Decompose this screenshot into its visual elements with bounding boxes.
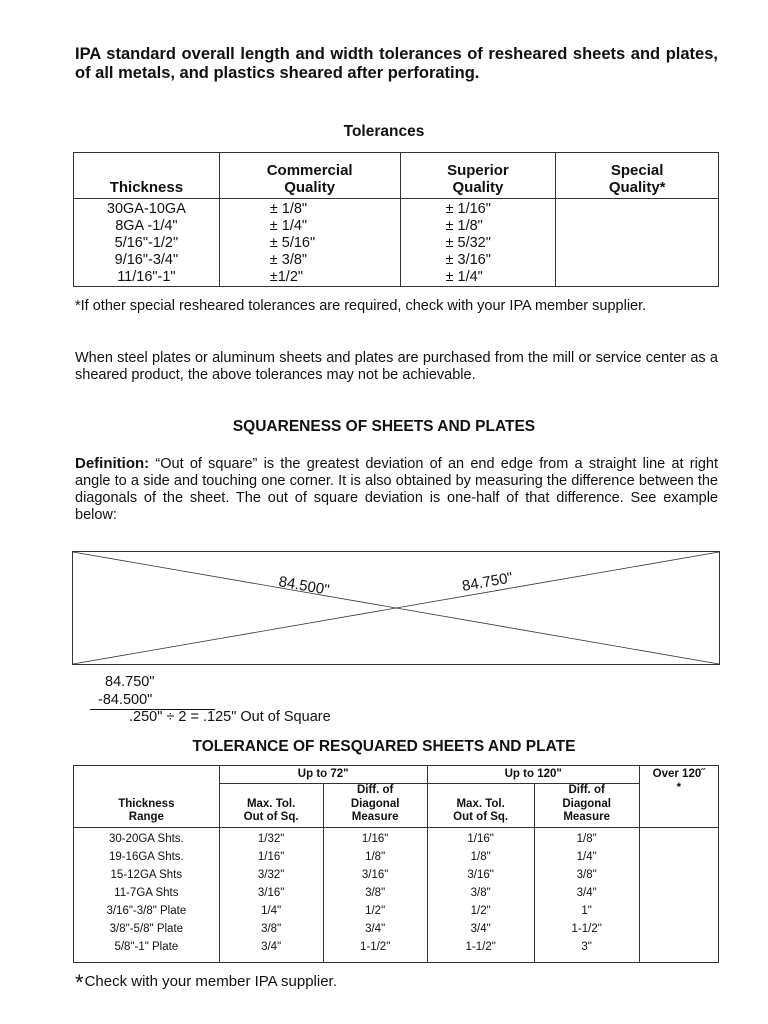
max-tol-120-cell: 1-1/2" xyxy=(427,938,534,963)
table-row xyxy=(74,902,719,920)
header-up-to-120: Up to 120" xyxy=(427,766,639,784)
thickness-range-cell: 15-12GA Shts xyxy=(74,866,220,884)
max-tol-120-cell: 3/16" xyxy=(427,866,534,884)
thickness-column xyxy=(74,199,220,287)
max-tol-72-cell: 3/16" xyxy=(219,884,323,902)
sheet-diagonal-diagram xyxy=(72,551,720,665)
tolerances-title: Tolerances xyxy=(343,123,425,140)
table-row xyxy=(74,938,719,963)
tolerances-table xyxy=(73,152,719,287)
special-tolerance-note: *If other special resheared tolerances are required, check with your IPA member supplier. xyxy=(75,298,647,314)
footnote-asterisk: * xyxy=(75,970,84,995)
thickness-range-cell: 11-7GA Shts xyxy=(74,884,220,902)
max-tol-72-cell: 1/4" xyxy=(219,902,323,920)
over-120-cell xyxy=(639,938,718,963)
header-special-quality: Special Quality* xyxy=(556,153,719,199)
header-up-to-72: Up to 72" xyxy=(219,766,427,784)
table-row xyxy=(74,866,719,884)
diff-diag-120-cell: 1" xyxy=(534,902,639,920)
header-commercial-quality: Commercial Quality xyxy=(219,153,400,199)
thickness-range-cell: 5/8"-1" Plate xyxy=(74,938,220,963)
definition-text: “Out of square” is the greatest deviation of an end edge from a straight line at right angle to a side and touching one corner. It is also obtained by measuring the difference between the diagonals of the sheet. The out of square deviation is one-half of that difference. See example below: xyxy=(75,456,718,523)
max-tol-120-cell: 1/2" xyxy=(427,902,534,920)
intro-paragraph: IPA standard overall length and width tolerances of resheared sheets and plates, of all metals, and plastics sheared after perforating. xyxy=(75,45,718,82)
thickness-range-cell: 30-20GA Shts. xyxy=(74,827,220,848)
header-thickness: Thickness xyxy=(74,153,220,199)
max-tol-72-cell: 3/4" xyxy=(219,938,323,963)
max-tol-72-cell: 3/32" xyxy=(219,866,323,884)
definition-label: Definition: xyxy=(75,455,150,472)
table-cell: ± 1/8" xyxy=(445,218,483,234)
commercial-quality-column xyxy=(219,199,400,287)
table-cell: ± 3/8" xyxy=(269,252,308,268)
table-cell: ± 1/8" xyxy=(269,201,308,217)
max-tol-120-cell: 1/16" xyxy=(427,827,534,848)
over-120-cell xyxy=(639,827,718,848)
header-diff-diag-72: Diff. of Diagonal Measure xyxy=(323,784,427,828)
special-quality-column xyxy=(556,199,719,287)
table-cell: 5/16"-1/2" xyxy=(114,235,179,251)
diff-diag-72-cell: 3/4" xyxy=(323,920,427,938)
calc-result: .250" ÷ 2 = .125" Out of Square xyxy=(129,709,331,725)
over-120-cell xyxy=(639,848,718,866)
squareness-definition xyxy=(75,455,718,524)
diff-diag-120-cell: 1-1/2" xyxy=(534,920,639,938)
calc-line: 84.750" xyxy=(105,674,155,690)
over-120-cell xyxy=(639,866,718,884)
over-120-cell xyxy=(639,902,718,920)
diff-diag-72-cell: 3/16" xyxy=(323,866,427,884)
max-tol-120-cell: 1/8" xyxy=(427,848,534,866)
table-row xyxy=(74,848,719,866)
diff-diag-120-cell: 3" xyxy=(534,938,639,963)
resquared-table xyxy=(73,765,719,963)
max-tol-72-cell: 1/16" xyxy=(219,848,323,866)
table-cell: 9/16"-3/4" xyxy=(114,252,179,268)
header-diff-diag-120: Diff. of Diagonal Measure xyxy=(534,784,639,828)
max-tol-120-cell: 3/4" xyxy=(427,920,534,938)
table-cell: ± 1/16" xyxy=(445,201,491,217)
table-cell: ± 1/4" xyxy=(269,218,308,234)
diff-diag-120-cell: 3/4" xyxy=(534,884,639,902)
footnote xyxy=(75,970,337,996)
thickness-range-cell: 19-16GA Shts. xyxy=(74,848,220,866)
diff-diag-72-cell: 3/8" xyxy=(323,884,427,902)
diff-diag-72-cell: 1/8" xyxy=(323,848,427,866)
diff-diag-72-cell: 1/16" xyxy=(323,827,427,848)
table-cell: ± 5/16" xyxy=(269,235,316,251)
table-row xyxy=(74,920,719,938)
header-thickness-range: Thickness Range xyxy=(74,766,220,828)
diagonal-label-1: 84.500" xyxy=(277,573,331,599)
over-120-cell xyxy=(639,884,718,902)
mill-purchase-note: When steel plates or aluminum sheets and plates are purchased from the mill or service center as a sheared product, the above tolerances may not be achievable. xyxy=(75,350,718,383)
table-cell: 11/16"-1" xyxy=(117,269,176,285)
header-max-tol-120: Max. Tol. Out of Sq. xyxy=(427,784,534,828)
calc-line: -84.500" xyxy=(98,691,153,708)
table-cell: ±1/2" xyxy=(269,269,304,285)
max-tol-120-cell: 3/8" xyxy=(427,884,534,902)
diff-diag-72-cell: 1-1/2" xyxy=(323,938,427,963)
table-cell: ± 1/4" xyxy=(445,269,483,285)
header-superior-quality: Superior Quality xyxy=(400,153,556,199)
max-tol-72-cell: 1/32" xyxy=(219,827,323,848)
table-cell: 30GA-10GA xyxy=(106,201,186,217)
footnote-text: Check with your member IPA supplier. xyxy=(84,973,337,990)
squareness-title: SQUARENESS OF SHEETS AND PLATES xyxy=(232,418,536,435)
resquared-title: TOLERANCE OF RESQUARED SHEETS AND PLATE xyxy=(192,738,576,755)
superior-quality-column xyxy=(400,199,556,287)
table-row xyxy=(74,884,719,902)
diff-diag-120-cell: 1/8" xyxy=(534,827,639,848)
table-cell: ± 3/16" xyxy=(445,252,491,268)
header-max-tol-72: Max. Tol. Out of Sq. xyxy=(219,784,323,828)
header-over-120: Over 120˝ * xyxy=(639,766,718,828)
thickness-range-cell: 3/16"-3/8" Plate xyxy=(74,902,220,920)
max-tol-72-cell: 3/8" xyxy=(219,920,323,938)
table-cell: 8GA -1/4" xyxy=(115,218,178,234)
diff-diag-120-cell: 1/4" xyxy=(534,848,639,866)
table-row xyxy=(74,827,719,848)
diagonal-label-2: 84.750" xyxy=(460,569,515,595)
thickness-range-cell: 3/8"-5/8" Plate xyxy=(74,920,220,938)
over-120-cell xyxy=(639,920,718,938)
diff-diag-120-cell: 3/8" xyxy=(534,866,639,884)
diff-diag-72-cell: 1/2" xyxy=(323,902,427,920)
table-cell: ± 5/32" xyxy=(445,235,491,251)
